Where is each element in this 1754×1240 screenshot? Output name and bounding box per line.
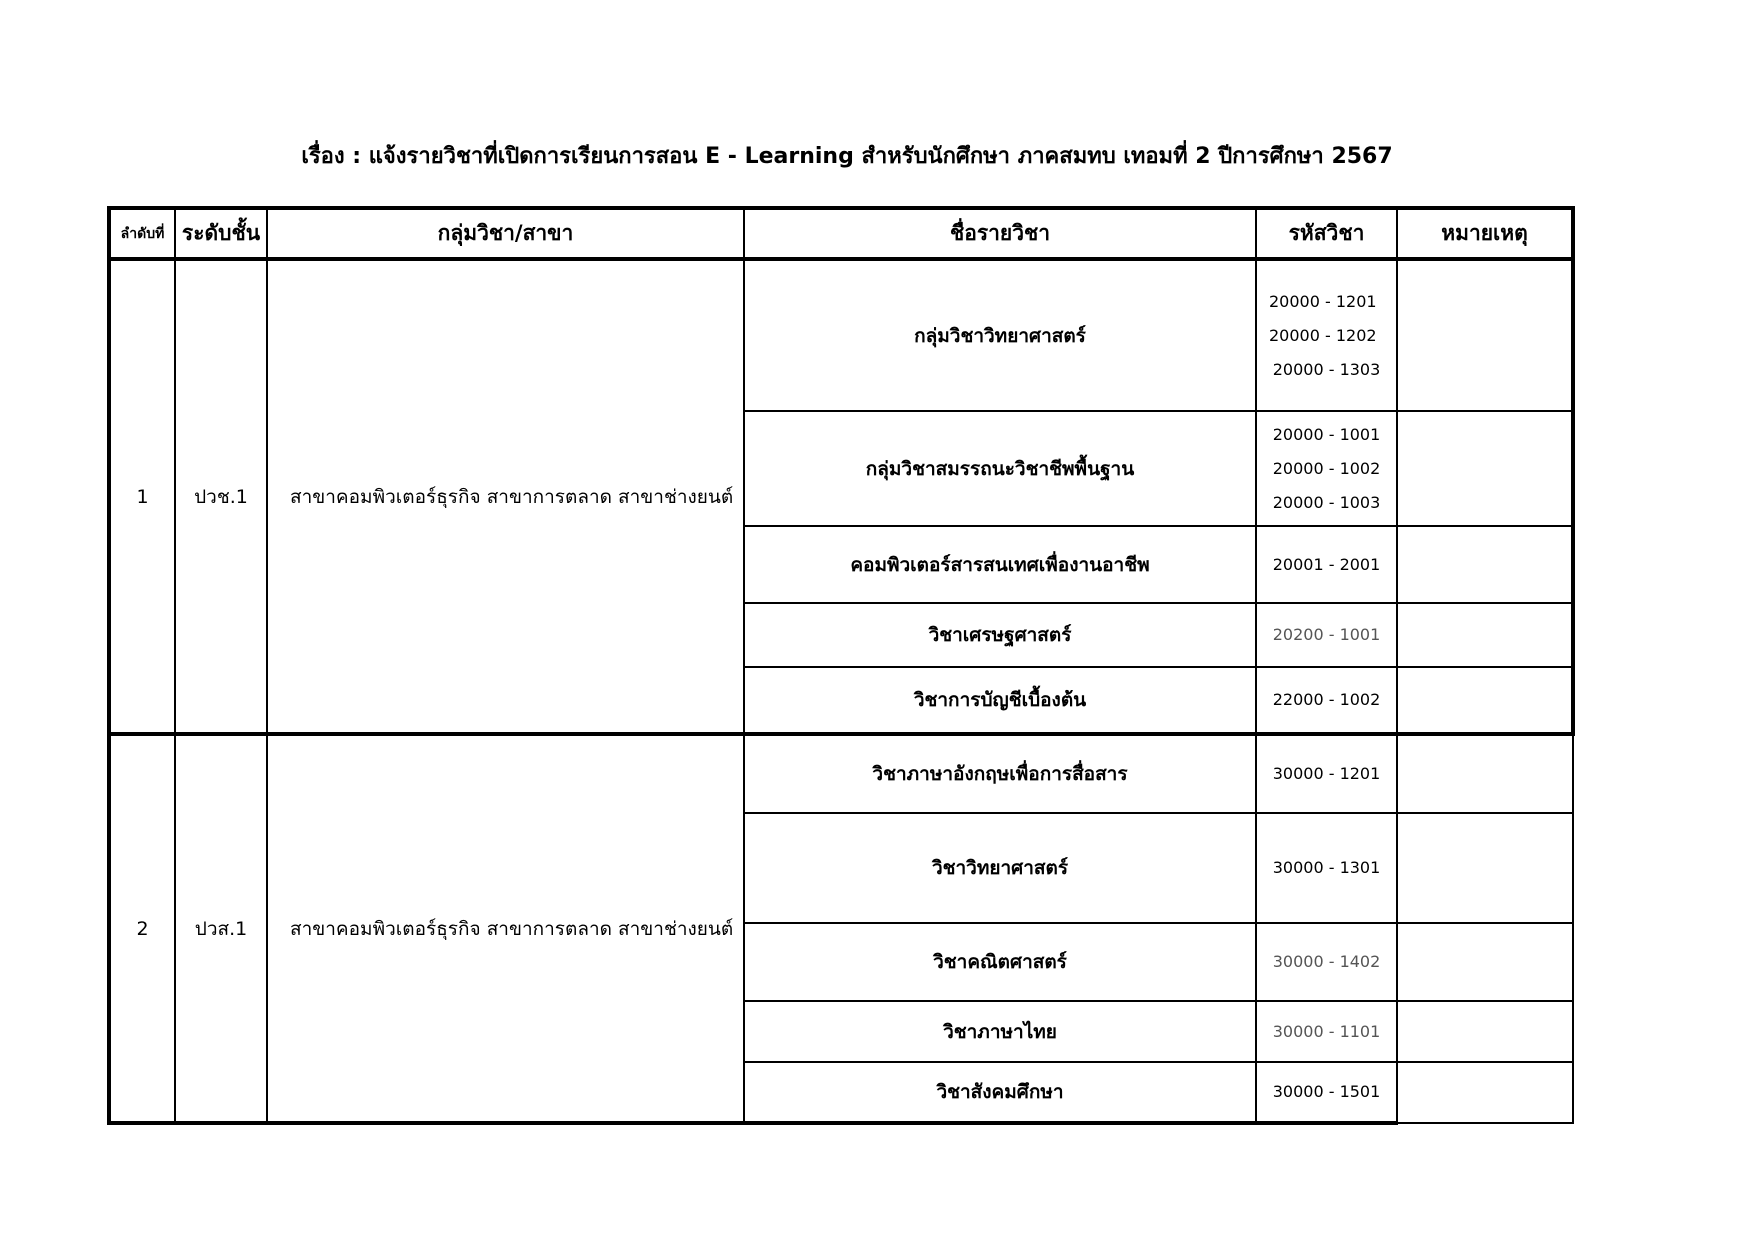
subject-code: 22000 - 1002 [1256,667,1397,734]
header-level: ระดับชั้น [175,208,267,259]
table-header-row [109,208,1573,259]
subject-code: 30000 - 1201 [1256,734,1397,813]
note-cell [1397,667,1573,734]
note-cell [1397,734,1573,813]
header-no: ลำดับที่ [109,208,175,259]
subject-code: 20000 - 1002 [1272,458,1381,478]
table-row [109,259,1573,411]
subject-name: วิชาภาษาไทย [744,1001,1256,1062]
subject-code: 20000 - 1202 [1269,325,1377,345]
note-cell [1397,526,1573,603]
header-subject: ชื่อรายวิชา [744,208,1256,259]
subject-code: 20000 - 1003 [1272,492,1381,512]
note-cell [1397,1001,1573,1062]
subject-code: 20000 - 1303 [1272,359,1381,379]
subject-name: กลุ่มวิชาวิทยาศาสตร์ [744,259,1256,411]
row-level: ปวส.1 [175,734,267,1123]
course-table [107,206,1575,1125]
subject-codes [1256,259,1397,411]
note-cell [1397,1062,1573,1123]
subject-code: 20200 - 1001 [1256,603,1397,667]
subject-name: กลุ่มวิชาสมรรถนะวิชาชีพพื้นฐาน [744,411,1256,526]
subject-name: คอมพิวเตอร์สารสนเทศเพื่องานอาชีพ [744,526,1256,603]
subject-code: 30000 - 1402 [1256,923,1397,1001]
subject-code: 20000 - 1201 [1269,291,1377,311]
row-number: 1 [109,259,175,734]
subject-codes [1256,411,1397,526]
row-group: สาขาคอมพิวเตอร์ธุรกิจ สาขาการตลาด สาขาช่างยนต์ [267,259,744,734]
subject-name: วิชาการบัญชีเบื้องต้น [744,667,1256,734]
row-group: สาขาคอมพิวเตอร์ธุรกิจ สาขาการตลาด สาขาช่างยนต์ [267,734,744,1123]
header-note: หมายเหตุ [1397,208,1573,259]
row-level: ปวช.1 [175,259,267,734]
row-number: 2 [109,734,175,1123]
header-group: กลุ่มวิชา/สาขา [267,208,744,259]
note-cell [1397,603,1573,667]
subject-code: 30000 - 1501 [1256,1062,1397,1123]
subject-name: วิชาภาษาอังกฤษเพื่อการสื่อสาร [744,734,1256,813]
subject-name: วิชาคณิตศาสตร์ [744,923,1256,1001]
subject-code: 30000 - 1301 [1256,813,1397,923]
table-row [109,734,1573,813]
header-code: รหัสวิชา [1256,208,1397,259]
document-title: เรื่อง : แจ้งรายวิชาที่เปิดการเรียนการสอน E - Learning สำหรับนักศึกษา ภาคสมทบ เทอมที่ 2 ปีการศึกษา 2567 [301,144,1393,169]
subject-code: 20000 - 1001 [1272,424,1381,444]
subject-code: 20001 - 2001 [1256,526,1397,603]
subject-name: วิชาเศรษฐศาสตร์ [744,603,1256,667]
note-cell [1397,923,1573,1001]
note-cell [1397,813,1573,923]
subject-name: วิชาวิทยาศาสตร์ [744,813,1256,923]
note-cell [1397,411,1573,526]
note-cell [1397,259,1573,411]
subject-name: วิชาสังคมศึกษา [744,1062,1256,1123]
subject-code: 30000 - 1101 [1256,1001,1397,1062]
